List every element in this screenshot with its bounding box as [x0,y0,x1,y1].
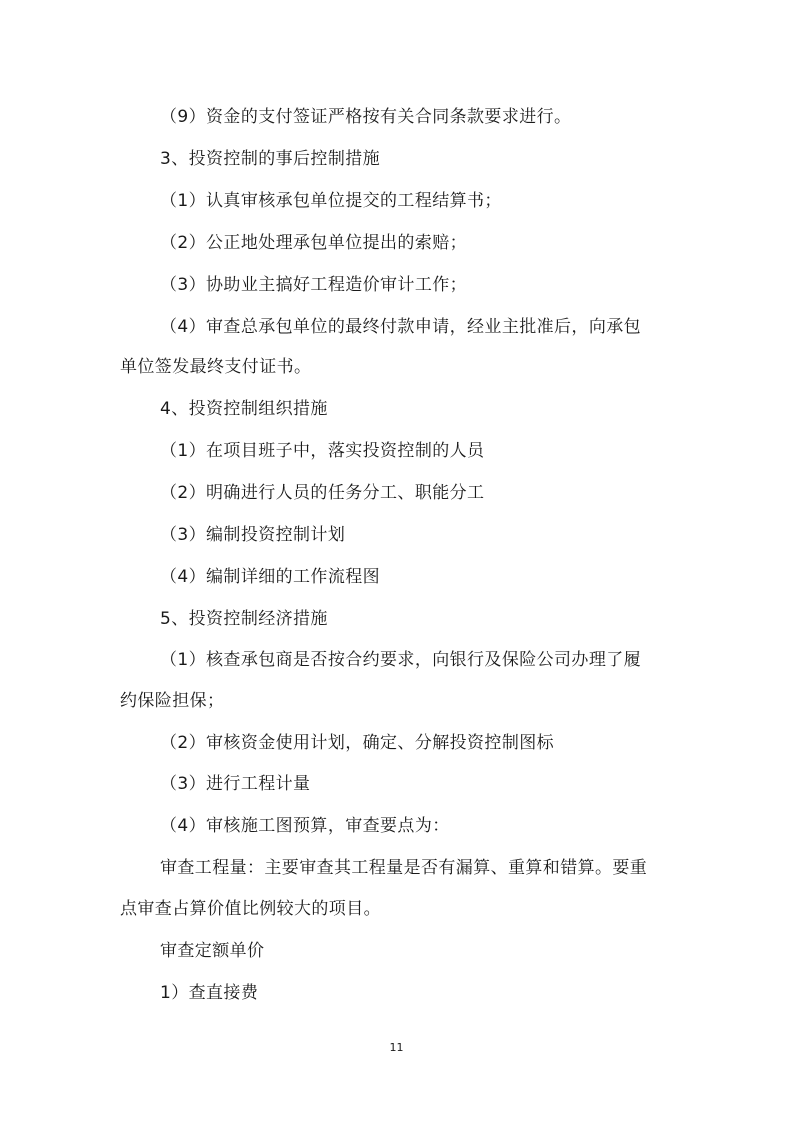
text-line-final-payment-cont: 单位签发最终支付证书。 [120,357,312,377]
text-line-define-tasks: （2）明确进行人员的任务分工、职能分工 [160,483,485,503]
text-line-assign-personnel: （1）在项目班子中，落实投资控制的人员 [160,441,485,461]
heading-organizational-measures: 4、投资控制组织措施 [160,399,328,419]
heading-post-control-measures: 3、投资控制的事后控制措施 [160,149,381,169]
text-line-handle-claims: （2）公正地处理承包单位提出的索赔； [160,233,468,253]
text-line-final-payment: （4）审查总承包单位的最终付款申请，经业主批准后，向承包 [160,317,642,337]
text-line-check-guarantee: （1）核查承包商是否按合约要求，向银行及保险公司办理了履 [160,650,642,670]
text-line-quantity-review: 审查工程量：主要审查其工程量是否有漏算、重算和错算。要重 [160,858,648,878]
text-line-quantity-review-cont: 点审查占算价值比例较大的项目。 [120,899,381,919]
heading-economic-measures: 5、投资控制经济措施 [160,609,328,629]
text-line-assist-audit: （3）协助业主搞好工程造价审计工作； [160,275,468,295]
text-line-fund-plan: （2）审核资金使用计划，确定、分解投资控制图标 [160,733,555,753]
text-line-check-guarantee-cont: 约保险担保； [120,691,225,711]
text-line-direct-cost: 1）查直接费 [160,983,259,1003]
text-line-funds-payment: （9）资金的支付签证严格按有关合同条款要求进行。 [160,107,572,127]
page-number: 11 [389,1041,404,1054]
heading-unit-price-review: 审查定额单价 [160,941,265,961]
text-line-budget-review: （4）审核施工图预算，审查要点为： [160,816,450,836]
text-line-control-plan: （3）编制投资控制计划 [160,525,346,545]
text-line-measurement: （3）进行工程计量 [160,774,311,794]
text-line-workflow: （4）编制详细的工作流程图 [160,567,381,587]
text-line-review-settlement: （1）认真审核承包单位提交的工程结算书； [160,191,502,211]
